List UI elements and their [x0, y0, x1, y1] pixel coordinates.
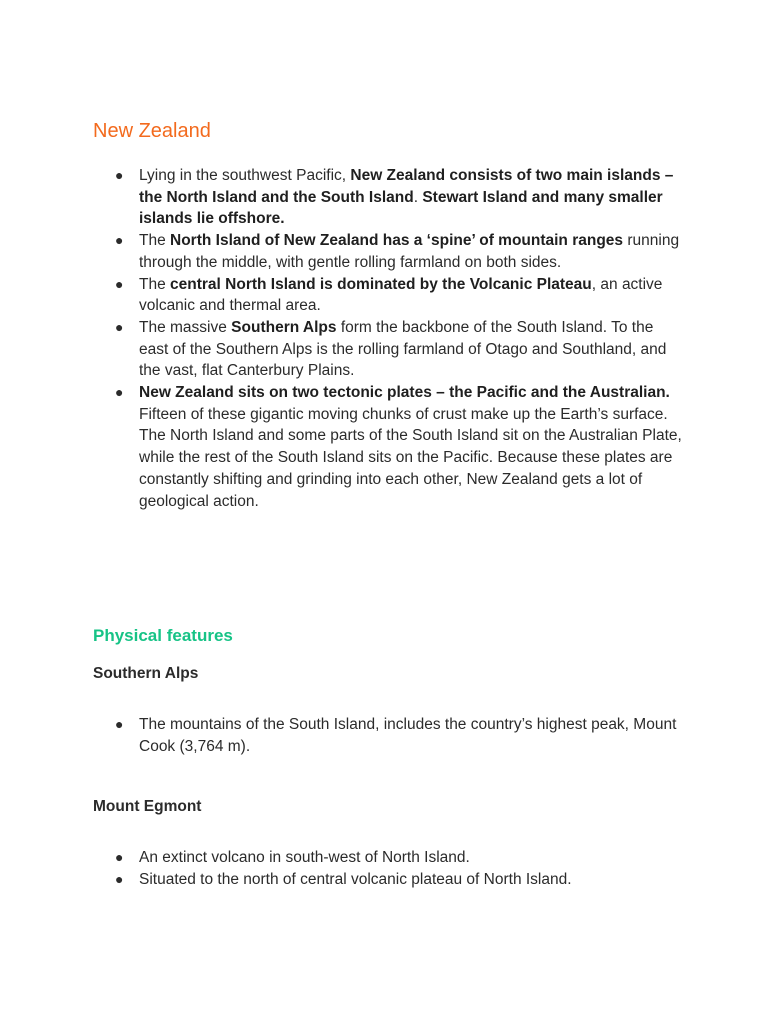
subsection-heading-mount-egmont: Mount Egmont — [93, 798, 202, 815]
bold-text: central North Island is dominated by the Volcanic Plateau — [170, 275, 592, 293]
body-text: Lying in the southwest Pacific, — [139, 167, 351, 184]
bullet-dot-icon: ● — [115, 167, 124, 183]
bullet-dot-icon: ● — [115, 716, 124, 732]
list-item — [115, 847, 684, 869]
subsection-heading-southern-alps: Southern Alps — [93, 665, 199, 682]
body-text: form the backbone of the South Island. To the east of the Southern Alps is the rolling farmland of Otago and Southland, and the vast, flat Canterbury Plains. — [139, 318, 667, 380]
bold-text: New Zealand sits on two tectonic plates – the Pacific and the Australian. — [139, 384, 670, 402]
southern-alps-bullet-list — [115, 714, 684, 757]
body-text: The mountains of the South Island, includes the country’s highest peak, Mount Cook (3,764 m). — [139, 716, 677, 755]
body-text: The massive — [139, 318, 232, 336]
bold-text: Southern Alps — [231, 318, 337, 336]
bullet-dot-icon: ● — [115, 870, 124, 887]
list-item — [115, 274, 684, 317]
body-text: An extinct volcano in south-west of North Island. — [139, 849, 470, 866]
bold-text: Stewart Island and many smaller islands lie offshore. — [139, 188, 663, 228]
body-text: . — [413, 188, 423, 206]
bold-text: New Zealand consists of two main islands – the North Island and the South Island — [139, 167, 674, 206]
list-item — [115, 230, 684, 273]
list-item — [115, 714, 684, 757]
bold-text: North Island of New Zealand has a ‘spine’ of mountain ranges — [170, 232, 624, 250]
bullet-dot-icon: ● — [115, 275, 124, 292]
list-item — [115, 317, 684, 382]
list-item — [115, 869, 684, 891]
bullet-dot-icon: ● — [115, 318, 124, 335]
body-text: , an active volcanic and thermal area. — [139, 275, 663, 315]
body-text: Situated to the north of central volcanic plateau of North Island. — [139, 870, 572, 888]
body-text: running through the middle, with gentle rolling farmland on both sides. — [139, 232, 680, 271]
intro-bullet-list — [115, 165, 684, 512]
body-text: Fifteen of these gigantic moving chunks of crust make up the Earth’s surface. The North Island and some parts of the South Island sit on the Australian Plate, while the rest of the South Island sits on the Pacific. Because these plates are constantly shifting and grinding into each other, New Zealand gets a lot of geological action. — [139, 405, 682, 510]
bullet-dot-icon: ● — [115, 849, 124, 865]
bullet-dot-icon: ● — [115, 384, 124, 401]
list-item — [115, 382, 684, 512]
list-item — [115, 165, 684, 230]
body-text: The — [139, 275, 171, 293]
body-text: The — [139, 232, 171, 250]
bullet-dot-icon: ● — [115, 232, 124, 249]
mount-egmont-bullet-list — [115, 847, 684, 890]
page-title: New Zealand — [93, 120, 211, 142]
section-heading-physical-features: Physical features — [93, 626, 233, 645]
